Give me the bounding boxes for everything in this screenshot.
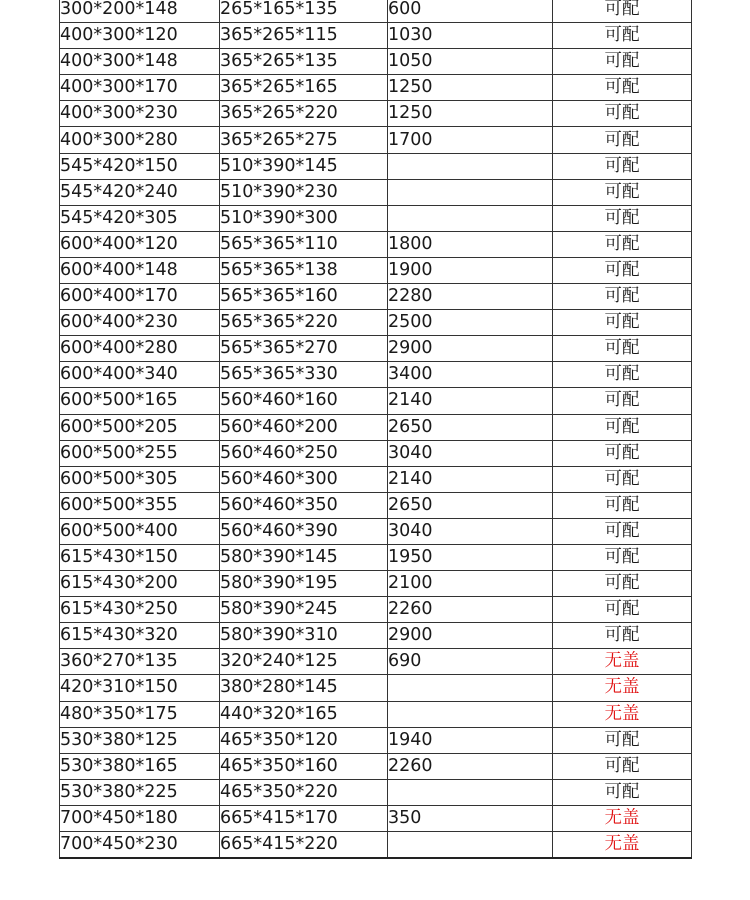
outer-size-cell: 615*430*150 <box>60 544 220 570</box>
lid-option-cell: 可配 <box>553 257 692 283</box>
outer-size-cell: 615*430*320 <box>60 623 220 649</box>
inner-size-cell: 560*460*300 <box>220 466 388 492</box>
inner-size-cell: 560*460*390 <box>220 518 388 544</box>
outer-size-cell: 545*420*305 <box>60 205 220 231</box>
inner-size-cell: 565*365*220 <box>220 310 388 336</box>
box-spec-table <box>59 0 692 859</box>
outer-size-cell: 600*500*305 <box>60 466 220 492</box>
load-capacity-cell: 1050 <box>388 49 553 75</box>
inner-size-cell: 580*390*195 <box>220 571 388 597</box>
outer-size-cell: 600*500*205 <box>60 414 220 440</box>
table-row <box>60 179 692 205</box>
table-row <box>60 284 692 310</box>
table-row <box>60 49 692 75</box>
outer-size-cell: 400*300*148 <box>60 49 220 75</box>
inner-size-cell: 665*415*170 <box>220 805 388 831</box>
lid-option-cell: 可配 <box>553 492 692 518</box>
load-capacity-cell: 2650 <box>388 414 553 440</box>
table-row <box>60 336 692 362</box>
table-row <box>60 492 692 518</box>
table-row <box>60 388 692 414</box>
lid-option-cell: 可配 <box>553 779 692 805</box>
inner-size-cell: 560*460*160 <box>220 388 388 414</box>
inner-size-cell: 510*390*300 <box>220 205 388 231</box>
load-capacity-cell: 2500 <box>388 310 553 336</box>
table-row <box>60 101 692 127</box>
inner-size-cell: 365*265*275 <box>220 127 388 153</box>
load-capacity-cell: 3040 <box>388 518 553 544</box>
lid-option-cell: 无盖 <box>553 805 692 831</box>
inner-size-cell: 510*390*230 <box>220 179 388 205</box>
inner-size-cell: 465*350*160 <box>220 753 388 779</box>
load-capacity-cell <box>388 153 553 179</box>
lid-option-cell: 无盖 <box>553 701 692 727</box>
outer-size-cell: 600*400*170 <box>60 284 220 310</box>
outer-size-cell: 400*300*280 <box>60 127 220 153</box>
lid-option-cell: 可配 <box>553 727 692 753</box>
inner-size-cell: 365*265*135 <box>220 49 388 75</box>
outer-size-cell: 400*300*120 <box>60 23 220 49</box>
outer-size-cell: 600*500*255 <box>60 440 220 466</box>
table-row <box>60 310 692 336</box>
outer-size-cell: 600*400*280 <box>60 336 220 362</box>
table-row <box>60 518 692 544</box>
inner-size-cell: 580*390*245 <box>220 597 388 623</box>
load-capacity-cell: 2280 <box>388 284 553 310</box>
outer-size-cell: 700*450*180 <box>60 805 220 831</box>
table-row <box>60 75 692 101</box>
table-row <box>60 414 692 440</box>
table-row <box>60 0 692 23</box>
table-row <box>60 727 692 753</box>
load-capacity-cell: 1940 <box>388 727 553 753</box>
lid-option-cell: 可配 <box>553 440 692 466</box>
inner-size-cell: 565*365*138 <box>220 257 388 283</box>
load-capacity-cell: 3040 <box>388 440 553 466</box>
lid-option-cell: 可配 <box>553 153 692 179</box>
table-row <box>60 205 692 231</box>
inner-size-cell: 365*265*115 <box>220 23 388 49</box>
lid-option-cell: 可配 <box>553 518 692 544</box>
inner-size-cell: 510*390*145 <box>220 153 388 179</box>
load-capacity-cell: 1800 <box>388 231 553 257</box>
load-capacity-cell: 2260 <box>388 597 553 623</box>
load-capacity-cell: 350 <box>388 805 553 831</box>
table-row <box>60 675 692 701</box>
lid-option-cell: 可配 <box>553 571 692 597</box>
outer-size-cell: 600*400*148 <box>60 257 220 283</box>
table-row <box>60 257 692 283</box>
load-capacity-cell <box>388 179 553 205</box>
lid-option-cell: 可配 <box>553 49 692 75</box>
inner-size-cell: 580*390*310 <box>220 623 388 649</box>
load-capacity-cell: 2100 <box>388 571 553 597</box>
lid-option-cell: 可配 <box>553 388 692 414</box>
outer-size-cell: 530*380*125 <box>60 727 220 753</box>
load-capacity-cell: 1700 <box>388 127 553 153</box>
outer-size-cell: 530*380*165 <box>60 753 220 779</box>
load-capacity-cell: 600 <box>388 0 553 23</box>
lid-option-cell: 可配 <box>553 205 692 231</box>
lid-option-cell: 可配 <box>553 753 692 779</box>
inner-size-cell: 440*320*165 <box>220 701 388 727</box>
load-capacity-cell: 1250 <box>388 101 553 127</box>
inner-size-cell: 365*265*220 <box>220 101 388 127</box>
table-row <box>60 832 692 859</box>
inner-size-cell: 580*390*145 <box>220 544 388 570</box>
lid-option-cell: 可配 <box>553 0 692 23</box>
load-capacity-cell: 2900 <box>388 623 553 649</box>
spec-table-body <box>60 0 692 858</box>
outer-size-cell: 615*430*200 <box>60 571 220 597</box>
outer-size-cell: 600*400*340 <box>60 362 220 388</box>
lid-option-cell: 可配 <box>553 284 692 310</box>
outer-size-cell: 400*300*230 <box>60 101 220 127</box>
load-capacity-cell: 1950 <box>388 544 553 570</box>
lid-option-cell: 可配 <box>553 597 692 623</box>
inner-size-cell: 320*240*125 <box>220 649 388 675</box>
table-row <box>60 153 692 179</box>
outer-size-cell: 530*380*225 <box>60 779 220 805</box>
outer-size-cell: 545*420*150 <box>60 153 220 179</box>
lid-option-cell: 可配 <box>553 75 692 101</box>
load-capacity-cell <box>388 701 553 727</box>
lid-option-cell: 可配 <box>553 231 692 257</box>
outer-size-cell: 545*420*240 <box>60 179 220 205</box>
load-capacity-cell <box>388 675 553 701</box>
lid-option-cell: 可配 <box>553 362 692 388</box>
lid-option-cell: 可配 <box>553 179 692 205</box>
inner-size-cell: 565*365*330 <box>220 362 388 388</box>
table-row <box>60 597 692 623</box>
inner-size-cell: 380*280*145 <box>220 675 388 701</box>
inner-size-cell: 560*460*350 <box>220 492 388 518</box>
load-capacity-cell: 2140 <box>388 466 553 492</box>
lid-option-cell: 可配 <box>553 544 692 570</box>
outer-size-cell: 600*500*400 <box>60 518 220 544</box>
table-row <box>60 701 692 727</box>
inner-size-cell: 565*365*270 <box>220 336 388 362</box>
lid-option-cell: 可配 <box>553 336 692 362</box>
table-row <box>60 23 692 49</box>
load-capacity-cell: 2650 <box>388 492 553 518</box>
load-capacity-cell: 2900 <box>388 336 553 362</box>
inner-size-cell: 565*365*110 <box>220 231 388 257</box>
inner-size-cell: 265*165*135 <box>220 0 388 23</box>
inner-size-cell: 465*350*220 <box>220 779 388 805</box>
inner-size-cell: 465*350*120 <box>220 727 388 753</box>
outer-size-cell: 700*450*230 <box>60 832 220 859</box>
lid-option-cell: 可配 <box>553 310 692 336</box>
outer-size-cell: 600*500*355 <box>60 492 220 518</box>
outer-size-cell: 600*400*120 <box>60 231 220 257</box>
lid-option-cell: 可配 <box>553 466 692 492</box>
inner-size-cell: 665*415*220 <box>220 832 388 859</box>
outer-size-cell: 360*270*135 <box>60 649 220 675</box>
table-row <box>60 779 692 805</box>
lid-option-cell: 无盖 <box>553 649 692 675</box>
outer-size-cell: 300*200*148 <box>60 0 220 23</box>
outer-size-cell: 600*500*165 <box>60 388 220 414</box>
outer-size-cell: 420*310*150 <box>60 675 220 701</box>
lid-option-cell: 可配 <box>553 623 692 649</box>
table-row <box>60 440 692 466</box>
table-row <box>60 649 692 675</box>
lid-option-cell: 可配 <box>553 101 692 127</box>
table-row <box>60 466 692 492</box>
load-capacity-cell: 690 <box>388 649 553 675</box>
load-capacity-cell: 3400 <box>388 362 553 388</box>
inner-size-cell: 565*365*160 <box>220 284 388 310</box>
table-row <box>60 753 692 779</box>
load-capacity-cell: 1030 <box>388 23 553 49</box>
load-capacity-cell: 2140 <box>388 388 553 414</box>
load-capacity-cell: 1900 <box>388 257 553 283</box>
lid-option-cell: 可配 <box>553 414 692 440</box>
outer-size-cell: 600*400*230 <box>60 310 220 336</box>
spec-sheet <box>59 0 691 859</box>
table-row <box>60 571 692 597</box>
lid-option-cell: 无盖 <box>553 832 692 859</box>
load-capacity-cell <box>388 832 553 859</box>
lid-option-cell: 无盖 <box>553 675 692 701</box>
load-capacity-cell <box>388 205 553 231</box>
lid-option-cell: 可配 <box>553 127 692 153</box>
outer-size-cell: 615*430*250 <box>60 597 220 623</box>
table-row <box>60 805 692 831</box>
lid-option-cell: 可配 <box>553 23 692 49</box>
inner-size-cell: 560*460*250 <box>220 440 388 466</box>
table-row <box>60 544 692 570</box>
table-row <box>60 623 692 649</box>
outer-size-cell: 480*350*175 <box>60 701 220 727</box>
load-capacity-cell: 1250 <box>388 75 553 101</box>
outer-size-cell: 400*300*170 <box>60 75 220 101</box>
inner-size-cell: 365*265*165 <box>220 75 388 101</box>
table-row <box>60 127 692 153</box>
table-row <box>60 231 692 257</box>
load-capacity-cell: 2260 <box>388 753 553 779</box>
load-capacity-cell <box>388 779 553 805</box>
table-row <box>60 362 692 388</box>
inner-size-cell: 560*460*200 <box>220 414 388 440</box>
